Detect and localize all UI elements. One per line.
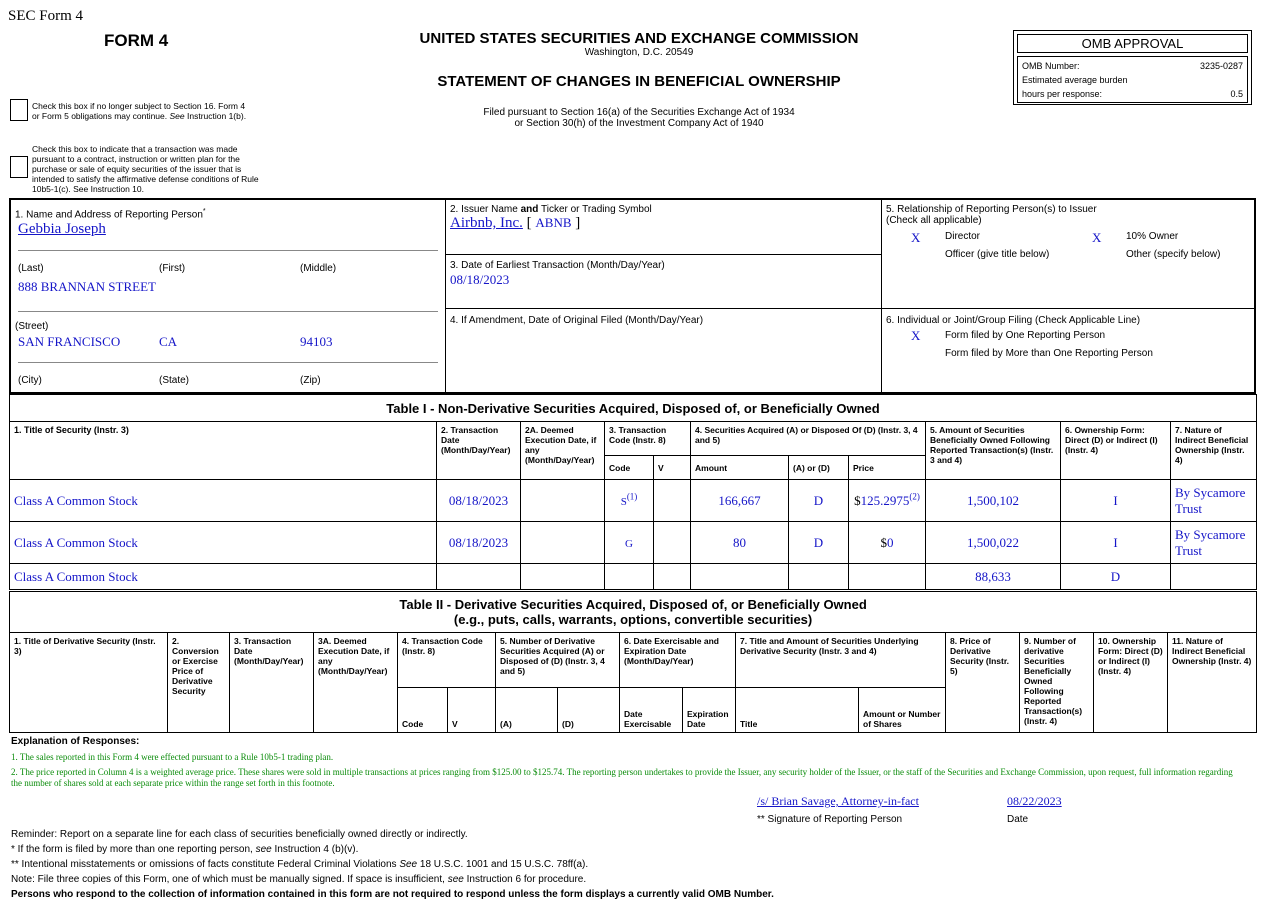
other-label: Other (specify below): [1126, 249, 1221, 260]
director-label: Director: [945, 231, 981, 242]
earliest-date-box: [445, 254, 882, 309]
last-label: (Last): [18, 263, 44, 274]
t1-r1-form: I: [1061, 522, 1171, 564]
t1-h-date: 2. Transaction Date (Month/Day/Year): [437, 422, 521, 480]
t1-r0-code-cell: [605, 480, 654, 522]
amendment-label: 4. If Amendment, Date of Original Filed (Month/Day/Year): [450, 315, 704, 326]
t1-r1-deemed: [521, 522, 605, 564]
signature-link[interactable]: /s/ Brian Savage, Attorney-in-fact: [757, 794, 919, 808]
t1-h-price-sub: Price: [849, 456, 926, 480]
persons-respond-text: Persons who respond to the collection of information contained in this form are not required to respond unless the form displays a currently valid OMB Number.: [11, 889, 774, 900]
section16-text-b: or Form 5 obligations may continue.: [32, 111, 168, 121]
note3-a: Note: File three copies of this Form, one of which must be manually signed. If space is insufficient,: [11, 874, 445, 885]
statement-title: STATEMENT OF CHANGES IN BENEFICIAL OWNERSHIP: [437, 73, 841, 90]
note2-see: See: [399, 859, 418, 870]
one-person-mark: X: [911, 328, 921, 343]
table-row: [10, 564, 1257, 590]
note2-a: ** Intentional misstatements or omissions of facts constitute Federal Criminal Violations: [11, 859, 397, 870]
t1-r0-price: 125.2975: [860, 492, 910, 508]
issuer-label-b: Ticker or Trading Symbol: [540, 204, 652, 215]
earliest-date-label: 3. Date of Earliest Transaction (Month/Day/Year): [450, 260, 665, 271]
t1-h-amount-sub: Amount: [691, 456, 789, 480]
reporting-person-box: [10, 199, 446, 393]
one-person-label: Form filed by One Reporting Person: [945, 330, 1106, 341]
omb-burden-label: Estimated average burden: [1022, 75, 1128, 85]
t1-r1-nature: By Sycamore Trust: [1171, 522, 1257, 564]
street-value: 888 BRANNAN STREET: [18, 279, 156, 294]
section16-checkbox[interactable]: [10, 99, 28, 121]
ticker-close: ]: [575, 215, 581, 231]
t1-r0-price-fn: (2): [909, 491, 920, 502]
relationship-sublabel: (Check all applicable): [886, 215, 982, 226]
table-derivative: [9, 591, 1257, 733]
t1-r1-date: 08/18/2023: [437, 522, 521, 564]
relationship-label: 5. Relationship of Reporting Person(s) to Issuer: [886, 204, 1097, 215]
table2-title: [10, 592, 1257, 633]
t1-h-code-sub: Code: [605, 456, 654, 480]
t1-r1-price-sym: $: [880, 534, 887, 550]
t2-h-nature: 11. Nature of Indirect Beneficial Ownership (Instr. 4): [1168, 633, 1257, 733]
state-value: CA: [159, 334, 178, 349]
relationship-box: [881, 199, 1255, 309]
t1-r2-ad: [789, 564, 849, 590]
table-row: [10, 522, 1257, 564]
rule10b5-text: Check this box to indicate that a transaction was made pursuant to a contract, instruction or written plan for the purchase or sale of equity securities of the issuer that is intended to satisfy the affirmative defense conditions of Rule 10b5-1(c). See Instruction 10.: [32, 144, 259, 194]
t1-r0-code: S: [620, 495, 627, 508]
amendment-box: [445, 308, 882, 393]
t1-r0-deemed: [521, 480, 605, 522]
reminder-text: Reminder: Report on a separate line for each class of securities beneficially owned directly or indirectly.: [11, 829, 468, 840]
t2-h-underlying: 7. Title and Amount of Securities Underlying Derivative Security (Instr. 3 and 4): [736, 633, 946, 688]
t1-r2-nature: [1171, 564, 1257, 590]
t1-h-form: 6. Ownership Form: Direct (D) or Indirect (I) (Instr. 4): [1061, 422, 1171, 480]
note2-b: 18 U.S.C. 1001 and 15 U.S.C. 78ff(a).: [419, 859, 589, 870]
commission-block: [380, 30, 898, 129]
t1-r1-title: Class A Common Stock: [10, 522, 437, 564]
t2-h-amount-sub: Amount or Number of Shares: [859, 688, 946, 733]
t2-h-exercisable: 6. Date Exercisable and Expiration Date (Month/Day/Year): [620, 633, 736, 688]
signature-label: ** Signature of Reporting Person: [757, 814, 903, 825]
officer-label: Officer (give title below): [945, 249, 1050, 260]
note1-b: Instruction 4 (b)(v).: [274, 844, 359, 855]
street-label: (Street): [15, 321, 49, 332]
table-row: [10, 480, 1257, 522]
filing-box: [881, 308, 1255, 393]
note1-see: see: [255, 844, 272, 855]
t1-r0-ad: D: [789, 480, 849, 522]
note-copies: [11, 874, 586, 885]
zip-value: 94103: [300, 334, 333, 349]
explanation-title: Explanation of Responses:: [11, 736, 140, 747]
filed-pursuant-2: or Section 30(h) of the Investment Company Act of 1940: [514, 118, 764, 129]
t1-r0-date: 08/18/2023: [437, 480, 521, 522]
t2-h-d-sub: (D): [558, 688, 620, 733]
footnote-1: 1. The sales reported in this Form 4 were effected pursuant to a Rule 10b5-1 trading plan.: [11, 752, 334, 762]
section16-see: See: [169, 111, 185, 121]
commission-city: Washington, D.C. 20549: [584, 47, 694, 58]
t1-h-aord-sub: (A) or (D): [789, 456, 849, 480]
t1-h-nature: 7. Nature of Indirect Beneficial Ownership (Instr. 4): [1171, 422, 1257, 480]
omb-hours-value: 0.5: [1230, 89, 1243, 99]
t1-r1-price-cell: [849, 522, 926, 564]
issuer-name-link[interactable]: Airbnb, Inc.: [450, 215, 523, 231]
t2-h-expiration-sub: Expiration Date: [683, 688, 736, 733]
t1-r2-deemed: [521, 564, 605, 590]
t1-r1-owned: 1,500,022: [926, 522, 1061, 564]
footnote-2: 2. The price reported in Column 4 is a weighted average price. These shares were sold in multiple transactions at prices ranging from $125.00 to $125.74. The reporting person undertakes to provide the Issuer, any security holder of the Issuer, or the staff of the Securities and Exchange Commission, upon request, full information regarding the number of shares sold at each separate price within the range set forth in this footnote.: [11, 767, 1233, 788]
signature-date-link[interactable]: 08/22/2023: [1007, 794, 1062, 808]
ticker-open: [: [526, 215, 532, 231]
t1-r1-code: G: [625, 537, 633, 550]
reporting-person-label: [15, 206, 206, 220]
issuer-label: [450, 204, 652, 215]
owner-label: 10% Owner: [1126, 231, 1179, 242]
first-label: (First): [159, 263, 186, 274]
t1-r0-form: I: [1061, 480, 1171, 522]
commission-name: UNITED STATES SECURITIES AND EXCHANGE COMMISSION: [419, 30, 859, 47]
t1-r0-amount: 166,667: [691, 480, 789, 522]
note-more-persons: [11, 844, 358, 855]
t1-r0-price-sym: $: [854, 492, 861, 508]
t1-h-title: 1. Title of Security (Instr. 3): [10, 422, 437, 480]
section16-text-a: Check this box if no longer subject to Section 16. Form 4: [32, 101, 246, 111]
omb-number-value: 3235-0287: [1199, 61, 1243, 71]
omb-title: OMB APPROVAL: [1017, 34, 1248, 53]
t1-h-owned: 5. Amount of Securities Beneficially Owned Following Reported Transaction(s) (Instr. 3 and 4): [926, 422, 1061, 480]
reporting-person-name-link[interactable]: Gebbia Joseph: [18, 221, 106, 237]
t2-h-v-sub: V: [448, 688, 496, 733]
t1-r2-code: [605, 564, 654, 590]
table-non-derivative: [9, 394, 1257, 590]
t1-h-acquired: 4. Securities Acquired (A) or Disposed Of (D) (Instr. 3, 4 and 5): [691, 422, 926, 456]
street-divider: [18, 311, 438, 312]
t1-r0-title: Class A Common Stock: [10, 480, 437, 522]
t2-h-title-sub: Title: [736, 688, 859, 733]
t1-r2-title: Class A Common Stock: [10, 564, 437, 590]
t2-h-price: 8. Price of Derivative Security (Instr. 5): [946, 633, 1020, 733]
t1-r2-v: [654, 564, 691, 590]
omb-approval-box: [1013, 30, 1252, 105]
zip-label: (Zip): [300, 375, 321, 386]
issuer-label-a: 2. Issuer Name: [450, 204, 518, 215]
t2-h-conversion: 2. Conversion or Exercise Price of Derivative Security: [168, 633, 230, 733]
sec-form-label: SEC Form 4: [8, 8, 84, 24]
t1-r1-amount: 80: [691, 522, 789, 564]
t1-r2-form: D: [1061, 564, 1171, 590]
more-person-label: Form filed by More than One Reporting Person: [945, 348, 1153, 359]
earliest-date-value: 08/18/2023: [450, 272, 510, 287]
t1-r0-code-fn: (1): [626, 491, 638, 502]
omb-hours-label: hours per response:: [1022, 89, 1103, 99]
t1-r1-ad: D: [789, 522, 849, 564]
t1-r0-owned: 1,500,102: [926, 480, 1061, 522]
t2-h-exercisable-sub: Date Exercisable: [620, 688, 683, 733]
t2-h-code: 4. Transaction Code (Instr. 8): [398, 633, 496, 688]
t1-r2-price: [849, 564, 926, 590]
t1-h-deemed: 2A. Deemed Execution Date, if any (Month/Day/Year): [521, 422, 605, 480]
table1-title: Table I - Non-Derivative Securities Acquired, Disposed of, or Beneficially Owned: [10, 395, 1257, 422]
reporting-person-label-text: 1. Name and Address of Reporting Person: [15, 209, 203, 221]
note3-see: see: [447, 874, 464, 885]
rule10b5-checkbox[interactable]: [10, 156, 28, 178]
t2-h-form: 10. Ownership Form: Direct (D) or Indirect (I) (Instr. 4): [1094, 633, 1168, 733]
t1-h-code: 3. Transaction Code (Instr. 8): [605, 422, 691, 456]
city-divider: [18, 362, 438, 363]
t1-r2-amount: [691, 564, 789, 590]
middle-label: (Middle): [300, 263, 337, 274]
issuer-line: [450, 215, 580, 232]
filed-pursuant-1: Filed pursuant to Section 16(a) of the Securities Exchange Act of 1934: [483, 107, 795, 118]
t1-r1-price: 0: [887, 534, 894, 550]
city-value: SAN FRANCISCO: [18, 334, 121, 349]
t2-h-a-sub: (A): [496, 688, 558, 733]
owner-mark: X: [1092, 230, 1102, 245]
t2-h-date: 3. Transaction Date (Month/Day/Year): [230, 633, 314, 733]
t1-r2-owned: 88,633: [926, 564, 1061, 590]
signature-date-label: Date: [1007, 814, 1029, 825]
t1-r2-date: [437, 564, 521, 590]
t2-h-deemed: 3A. Deemed Execution Date, if any (Month/Day/Year): [314, 633, 398, 733]
ticker-link[interactable]: ABNB: [535, 215, 572, 230]
section16-text: [32, 101, 272, 121]
note-misstatements: [11, 859, 588, 870]
t2-h-owned: 9. Number of derivative Securities Beneficially Owned Following Reported Transaction(s) (Instr. 4): [1020, 633, 1094, 733]
issuer-box: [445, 199, 882, 255]
t1-r1-v: [654, 522, 691, 564]
issuer-label-and: and: [520, 204, 539, 215]
name-divider: [18, 250, 438, 251]
director-mark: X: [911, 230, 921, 245]
t1-r0-price-cell: [849, 480, 926, 522]
note3-b: Instruction 6 for procedure.: [466, 874, 587, 885]
t1-r0-v: [654, 480, 691, 522]
city-label: (City): [18, 375, 42, 386]
t2-h-code-sub: Code: [398, 688, 448, 733]
state-label: (State): [159, 375, 190, 386]
table2-title-1: Table II - Derivative Securities Acquired, Disposed of, or Beneficially Owned: [399, 597, 867, 612]
t2-h-number: 5. Number of Derivative Securities Acquired (A) or Disposed of (D) (Instr. 3, 4 and 5): [496, 633, 620, 688]
filing-label: 6. Individual or Joint/Group Filing (Check Applicable Line): [886, 315, 1141, 326]
t1-r1-code-cell: [605, 522, 654, 564]
t1-r0-nature: By Sycamore Trust: [1171, 480, 1257, 522]
omb-details: [1017, 56, 1248, 103]
form-title: FORM 4: [104, 31, 169, 50]
section16-text-c: Instruction 1(b).: [187, 111, 247, 121]
omb-number-label: OMB Number:: [1022, 61, 1080, 71]
t2-h-title: 1. Title of Derivative Security (Instr. 3): [10, 633, 168, 733]
note1-a: * If the form is filed by more than one reporting person,: [11, 844, 253, 855]
t1-h-v-sub: V: [654, 456, 691, 480]
table2-title-2: (e.g., puts, calls, warrants, options, convertible securities): [453, 612, 813, 627]
reporting-asterisk: *: [202, 208, 206, 215]
